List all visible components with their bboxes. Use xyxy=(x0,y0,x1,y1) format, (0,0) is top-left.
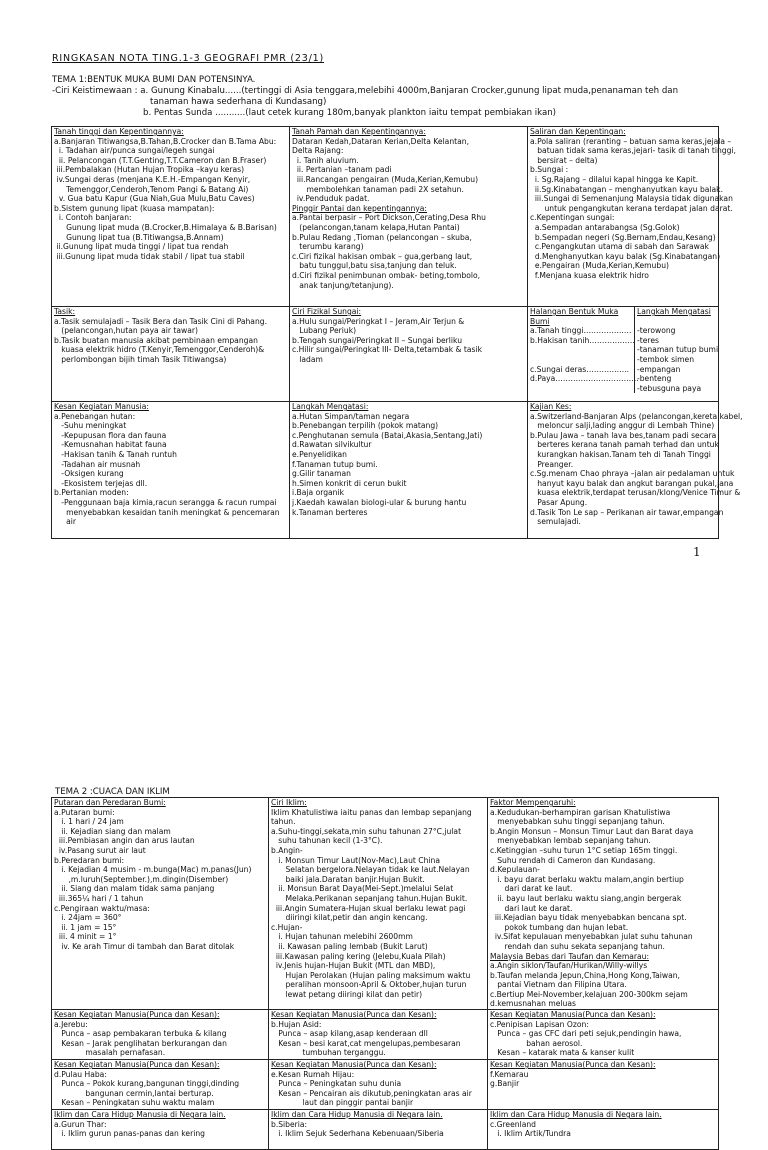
cell-lines xyxy=(490,961,716,1009)
text-line: e.Kesan Rumah Hijau: xyxy=(271,1069,355,1079)
text-line: k.Tanaman berteres xyxy=(292,507,368,517)
text-line: tumbuhan terganggu. xyxy=(271,1048,386,1058)
text-line: c.Bertiup Mei-November,kelajuan 200-300km sejam xyxy=(490,989,688,999)
text-line: iii.Rancangan pengairan (Muda,Kerian,Kemubu) xyxy=(292,174,479,184)
text-line: ladam xyxy=(292,354,323,364)
text-line: i. Iklim Sejuk Sederhana Kebenuaan/Siberia xyxy=(271,1129,444,1139)
text-line: iii.Angin Sumatera-Hujan skual berlaku lewat pagi xyxy=(271,903,466,913)
text-line: a.Suhu-tinggi,sekata,min suhu tahunan 27°C,julat xyxy=(271,826,462,836)
tema2-row-2 xyxy=(52,1010,719,1060)
cell-lines xyxy=(530,411,743,527)
langkah-lines xyxy=(637,317,718,394)
text-line: b.Sempadan negeri (Sg.Bernam,Endau,Kesang) xyxy=(530,232,716,242)
cell-lines xyxy=(54,1120,266,1139)
text-line: a.Angin siklon/Taufan/Hurikan/Willy-willys xyxy=(490,961,648,971)
text-line: f.Kemarau xyxy=(490,1069,529,1079)
text-line: i. Iklim Artik/Tundra xyxy=(490,1129,571,1139)
text-line: b.Penebangan terpilih (pokok matang) xyxy=(292,421,439,431)
text-line: i. Hujan tahunan melebihi 2600mm xyxy=(271,932,413,942)
cell-lines xyxy=(271,1020,485,1058)
text-line: d.Kepulauan- xyxy=(490,865,540,875)
tema1-row-2 xyxy=(52,307,719,402)
text-line: i. Kejadian 4 musim - m.bunga(Mac) m.panas(Jun) xyxy=(54,865,252,875)
cell-heading: Tasik: xyxy=(54,307,76,316)
text-line: dari laut ke darat. xyxy=(490,903,573,913)
text-line: i. Monsun Timur Laut(Nov-Mac),Laut China xyxy=(271,855,440,865)
text-line: menyebabkan kesaidan tanih meningkat & pencemaran xyxy=(54,507,280,517)
text-line: ii. Kawasan paling lembab (Bukit Larut) xyxy=(271,941,428,951)
text-line: Punca – asap pembakaran terbuka & kilang xyxy=(54,1029,227,1039)
cell-siberia xyxy=(269,1110,488,1150)
cell-lines xyxy=(490,808,716,952)
text-line: b.Tasik buatan manusia akibat pembinaan empangan xyxy=(54,335,258,345)
cell-rumah-hijau xyxy=(269,1060,488,1110)
text-line: ii.Gunung lipat muda tinggi / lipat tua rendah xyxy=(54,242,229,252)
text-line: a.Banjaran Titiwangsa,B.Tahan,B.Crocker dan B.Tama Abu: xyxy=(54,136,277,146)
ciri-keistimewaan-line: -Ciri Keistimewaan : a. Gunung Kinabalu......(tertinggi di Asia tenggara,melebihi 4000m,Banjaran Crocker,gunung lipat muda,penanaman teh dan xyxy=(52,86,679,96)
text-line: batuan tidak sama keras,jejari- tasik di tanah tinggi, xyxy=(530,146,736,156)
cell-heading: Putaran dan Peredaran Bumi: xyxy=(54,798,166,807)
tema2-row-1 xyxy=(52,798,719,1010)
text-line: -teres xyxy=(637,335,659,345)
text-line: c.Ciri fizikal hakisan ombak – gua,gerbang laut, xyxy=(292,251,473,261)
text-line: Iklim Khatulistiwa iaitu panas dan lembap sepanjang xyxy=(271,807,472,817)
text-line: bersirat – delta) xyxy=(530,155,598,165)
text-line: -Tadahan air musnah xyxy=(54,459,141,469)
text-line: b.Sungai : xyxy=(530,165,569,175)
text-line: (pelancongan,tanam kelapa,Hutan Pantai) xyxy=(292,222,460,232)
cell-kesan-kegiatan xyxy=(52,402,290,539)
text-line xyxy=(637,317,718,327)
cell-lines xyxy=(54,412,287,527)
tema2-row-3 xyxy=(52,1060,719,1110)
text-line: c.Penghutanan semula (Batai,Akasia,Sentang,Jati) xyxy=(292,430,483,440)
text-line: Kesan – besi karat,cat mengelupas,pembesaran xyxy=(271,1038,461,1048)
text-line: c.Greenland xyxy=(490,1119,536,1129)
text-line: lewat petang diiringi kilat dan petir) xyxy=(271,989,423,999)
text-line: menyebabkan lembab sepanjang tahun. xyxy=(490,836,651,846)
text-line: d.Ciri fizikal penimbunan ombak- beting,tombolo, xyxy=(292,270,481,280)
text-line: b.Sistem gunung lipat (kuasa mampatan): xyxy=(54,203,215,213)
text-line: (pelancongan,hutan paya air tawar) xyxy=(54,326,199,336)
text-line: Lubang Periuk) xyxy=(292,326,357,336)
text-line: b.Hakisan tanih……………… xyxy=(530,335,635,345)
text-line: f.Menjana kuasa elektrik hidro xyxy=(530,270,649,280)
text-line: kurangkan hakisan.Tanam teh di Tanah Tinggi xyxy=(530,449,711,459)
cell-heading: Tanah Pamah dan Kepentingannya: xyxy=(292,127,426,136)
text-line xyxy=(530,345,632,355)
cell-putaran-bumi xyxy=(52,798,269,1010)
text-line: Gunung lipat tua (B.Titiwangsa,B.Annam) xyxy=(54,232,224,242)
cell-halangan xyxy=(528,307,719,402)
langkah-heading: Langkah Mengatasi xyxy=(637,307,711,316)
cell-lines xyxy=(490,1020,716,1058)
text-line: iii.Pembiasan angin dan arus lautan xyxy=(54,836,195,846)
text-line: Punca – Pokok kurang,bangunan tinggi,dinding xyxy=(54,1079,240,1089)
text-line: -tebusguna paya xyxy=(637,383,702,393)
text-line: -Ekosistem terjejas dll. xyxy=(54,478,148,488)
cell-heading: Kesan Kegiatan Manusia(Punca dan Kesan): xyxy=(271,1010,437,1020)
text-line: c.Pengangkutan utama di sabah dan Sarawak xyxy=(530,242,709,252)
cell-lines xyxy=(292,137,525,204)
text-line: i. 1 hari / 24 jam xyxy=(54,817,124,827)
text-line: ii. Kejadian siang dan malam xyxy=(54,826,171,836)
text-line: laut dan pinggir pantai banjir xyxy=(271,1098,414,1108)
cell-lines xyxy=(271,1070,485,1108)
text-line: c.Ketinggian –suhu turun 1°C setiap 165m tinggi. xyxy=(490,845,678,855)
cell-pulau-haba xyxy=(52,1060,269,1110)
text-line: kuasa elektrik,terdapat terusan/klong/Venice Timur & xyxy=(530,488,741,498)
text-line: b.Angin Monsun – Monsun Timur Laut dan Barat daya xyxy=(490,826,694,836)
cell-lines xyxy=(54,317,287,365)
text-line: a.Putaran bumi: xyxy=(54,807,115,817)
text-line: untuk pengangkutan kerana terdapat jalan darat. xyxy=(530,203,733,213)
text-line: Kesan – Jarak penglihatan berkurangan dan xyxy=(54,1038,227,1048)
text-line: iii.Kejadian bayu tidak menyebabkan bencana spt. xyxy=(490,913,687,923)
text-line: air xyxy=(54,517,76,527)
text-line: i. bayu darat berlaku waktu malam,angin bertiup xyxy=(490,874,684,884)
text-line: ii. Monsun Barat Daya(Mei-Sept.)melalui Selat xyxy=(271,884,454,894)
text-line: -terowong xyxy=(637,326,676,336)
tema1-table xyxy=(51,126,743,539)
text-line: iii.Gunung lipat muda tidak stabil / lipat tua stabil xyxy=(54,251,245,261)
text-line: a.Tasik semulajadi – Tasik Bera dan Tasik Cini di Pahang. xyxy=(54,316,267,326)
text-line: kuasa elektrik hidro (T.Kenyir,Temenggor,Cenderoh)& xyxy=(54,345,265,355)
text-line: perlombongan bijih timah Tasik Titiwangsa) xyxy=(54,354,227,364)
text-line: b.Pertanian moden: xyxy=(54,488,129,498)
text-line: b.Pulau Jawa – tanah lava bes,tanam padi secara xyxy=(530,430,717,440)
text-line: iii. 4 minit = 1° xyxy=(54,932,117,942)
cell-heading: Ciri Iklim: xyxy=(271,798,307,807)
text-line: -Oksigen kurang xyxy=(54,469,124,479)
text-line: iv.Penduduk padat. xyxy=(292,194,370,204)
cell-kajian-kes xyxy=(528,402,743,539)
text-line: c.Hujan- xyxy=(271,922,303,932)
text-line: baiki jala.Daratan banjir.Hujan Bukit. xyxy=(271,874,425,884)
cell-heading: Kesan Kegiatan Manusia(Punca dan Kesan): xyxy=(54,1060,220,1070)
cell-lines xyxy=(54,1070,266,1108)
text-line: Preanger. xyxy=(530,459,574,469)
text-line: -tembok simen xyxy=(637,354,695,364)
text-line: -Suhu meningkat xyxy=(54,421,127,431)
cell-tanah-pamah xyxy=(290,127,528,307)
text-line: c.Sg.menam Chao phraya –jalan air pedalaman untuk xyxy=(530,469,735,479)
cell-lines xyxy=(292,213,525,290)
text-line: d.Menghanyutkan kayu balak (Sg.Kinabatangan) xyxy=(530,251,721,261)
text-line: c.Penipisan Lapisan Ozon: xyxy=(490,1019,589,1029)
cell-heading: Iklim dan Cara Hidup Manusia di Negara lain. xyxy=(271,1110,443,1120)
text-line: i.Baja organik xyxy=(292,488,344,498)
text-line xyxy=(530,355,632,365)
text-line: -empangan xyxy=(637,364,681,374)
cell-ozon xyxy=(488,1010,719,1060)
text-line: anak tanjung/tetanjung). xyxy=(292,280,394,290)
text-line: Punca – gas CFC dari peti sejuk,pendingin hawa, xyxy=(490,1029,682,1039)
text-line: Melaka.Perikanan sepanjang tahun.Hujan Bukit. xyxy=(271,893,468,903)
text-line: iv. Ke arah Timur di tambah dan Barat ditolak xyxy=(54,941,235,951)
cell-tasik xyxy=(52,307,290,402)
text-line: Pasar Apung. xyxy=(530,497,588,507)
text-line: i. Sg.Rajang – dilalui kapal hingga ke Kapit. xyxy=(530,174,699,184)
text-line: iii.365¼ hari / 1 tahun xyxy=(54,893,144,903)
cell-jerebu xyxy=(52,1010,269,1060)
cell-greenland xyxy=(488,1110,719,1150)
text-line: iii.Sungai di Semenanjung Malaysia tidak digunakan xyxy=(530,194,733,204)
text-line: f.Tanaman tutup bumi. xyxy=(292,459,378,469)
cell-heading: Saliran dan Kepentingan: xyxy=(530,127,626,136)
document-title: RINGKASAN NOTA TING.1-3 GEOGRAFI PMR (23/1) xyxy=(52,53,324,64)
text-line: i. Contoh banjaran: xyxy=(54,213,132,223)
cell-ciri-fizikal-sungai xyxy=(290,307,528,402)
text-line: dari darat ke laut. xyxy=(490,884,573,894)
text-line: c.Kepentingan sungai: xyxy=(530,213,615,223)
text-line: terumbu karang) xyxy=(292,242,364,252)
text-line: iii.Pembalakan (Hutan Hujan Tropika –kayu keras) xyxy=(54,165,245,175)
text-line: h.Simen konkrit di cerun bukit xyxy=(292,478,407,488)
text-line: bahan aerosol. xyxy=(490,1038,583,1048)
text-line: d.Paya…………………………… xyxy=(530,374,639,384)
halangan-lines xyxy=(530,326,639,384)
text-line: ii. Pelancongan (T.T.Genting,T.T.Cameron dan B.Fraser) xyxy=(54,155,267,165)
text-line: d.Pulau Haba: xyxy=(54,1069,107,1079)
text-line: Dataran Kedah,Dataran Kerian,Delta Kelantan, xyxy=(292,136,470,146)
text-line: ii. 1 jam = 15° xyxy=(54,922,117,932)
cell-heading: Faktor Mempengaruhi: xyxy=(490,798,576,807)
cell-heading: Kajian Kes: xyxy=(530,402,572,411)
text-line: iv.Jenis hujan-Hujan Bukit (MTL dan MBD), xyxy=(271,961,436,971)
text-line: Punca – Peningkatan suhu dunia xyxy=(271,1079,402,1089)
text-line: iv.Sifat kepulauan menyebabkan julat suhu tahunan xyxy=(490,932,693,942)
page-number: 1 xyxy=(693,545,701,559)
text-line: a.Penebangan hutan: xyxy=(54,411,136,421)
cell-lines xyxy=(530,136,736,281)
text-line: -Hakisan tanih & Tanah runtuh xyxy=(54,449,177,459)
cell-langkah-mengatasi xyxy=(290,402,528,539)
text-line: a.Sempadan antarabangsa (Sg.Golok) xyxy=(530,222,680,232)
cell-heading: Kesan Kegiatan Manusia(Punca dan Kesan): xyxy=(271,1060,437,1070)
text-line: meloncur salji,lading anggur di Lembah Thine) xyxy=(530,421,715,431)
text-line: berteres kerana tanah pamah terhad dan untuk xyxy=(530,440,719,450)
text-line: semulajadi. xyxy=(530,517,581,527)
tema2-heading: TEMA 2 :CUACA DAN IKLIM xyxy=(55,787,170,797)
cell-tanah-tinggi xyxy=(52,127,290,307)
text-line: ii. bayu laut berlaku waktu siang,angin bergerak xyxy=(490,893,682,903)
cell-lines xyxy=(490,1070,716,1089)
text-line: Temenggor,Cenderoh,Tenom Pangi & Batang Ai) xyxy=(54,184,249,194)
cell-lines xyxy=(292,317,525,365)
text-line: a.Pantai berpasir – Port Dickson,Cerating,Desa Rhu xyxy=(292,213,486,223)
cell-heading: Ciri Fizikal Sungai: xyxy=(292,307,362,316)
cell-saliran xyxy=(528,127,736,307)
text-line: i. Tanih aluvium. xyxy=(292,155,359,165)
text-line: b.Pulau Redang ,Tioman (pelancongan – skuba, xyxy=(292,232,472,242)
text-line: -tanaman tutup bumi xyxy=(637,345,719,355)
ciri-keistimewaan-line-3: b. Pentas Sunda ...........(laut cetek kurang 180m,banyak plankton iaitu tempat pembiakan ikan) xyxy=(143,108,557,118)
text-line: d.kemusnahan meluas xyxy=(490,999,576,1009)
cell-lines xyxy=(54,137,287,262)
cell-heading: Iklim dan Cara Hidup Manusia di Negara lain. xyxy=(54,1110,226,1120)
text-line: rendah dan suhu sekata sepanjang tahun. xyxy=(490,941,665,951)
text-line: pantai Vietnam dan Filipina Utara. xyxy=(490,980,627,990)
cell-gurun-thar xyxy=(52,1110,269,1150)
cell-kemarau-banjir xyxy=(488,1060,719,1110)
text-line: ii.Sg.Kinabatangan – menghanyutkan kayu balak. xyxy=(530,184,723,194)
cell-hujan-asid xyxy=(269,1010,488,1060)
text-line: g.Gilir tanaman xyxy=(292,469,351,479)
text-line: a.Switzerland-Banjaran Alps (pelancongan,kereta kabel, xyxy=(530,411,743,421)
text-line: b.Siberia: xyxy=(271,1119,308,1129)
text-line: Hujan Perolakan (Hujan paling maksimum waktu xyxy=(271,970,471,980)
text-line: iii.Kawasan paling kering (Jelebu,Kuala Pilah) xyxy=(271,951,446,961)
tema1-row-1 xyxy=(52,127,719,307)
text-line: a.Hutan Simpan/taman negara xyxy=(292,411,410,421)
cell-faktor-mempengaruhi xyxy=(488,798,719,1010)
tema2-row-4 xyxy=(52,1110,719,1150)
text-line: g.Banjir xyxy=(490,1079,520,1089)
cell-heading: Kesan Kegiatan Manusia(Punca dan Kesan): xyxy=(490,1010,656,1020)
text-line: -Kemusnahan habitat fauna xyxy=(54,440,167,450)
text-line: tahun. xyxy=(271,817,296,827)
text-line: v. Gua batu Kapur (Gua Niah,Gua Mulu,Batu Caves) xyxy=(54,194,255,204)
text-line: ii. Siang dan malam tidak sama panjang xyxy=(54,884,215,894)
text-line: c.Pengiraan waktu/masa: xyxy=(54,903,150,913)
text-line: i. Iklim gurun panas-panas dan kering xyxy=(54,1129,205,1139)
text-line: pokok tumbang dan hujan lebat. xyxy=(490,922,629,932)
text-line: e.Pengairan (Muda,Kerian,Kemubu) xyxy=(530,261,669,271)
cell-heading: Iklim dan Cara Hidup Manusia di Negara lain. xyxy=(490,1110,662,1120)
text-line: diiringi kilat,petir dan angin kencang. xyxy=(271,913,428,923)
tema1-row-3 xyxy=(52,402,719,539)
text-line: Kesan – katarak mata & kanser kulit xyxy=(490,1048,635,1058)
tema2-table xyxy=(51,797,719,1150)
cell-lines xyxy=(54,808,266,952)
text-line: menyebabkan suhu tinggi sepanjang tahun. xyxy=(490,817,665,827)
text-line: Gunung lipat muda (B.Crocker,B.Himalaya & B.Barisan) xyxy=(54,222,277,232)
cell-lines xyxy=(292,412,525,518)
cell-heading: Langkah Mengatasi: xyxy=(292,402,369,411)
text-line: Selatan bergelora.Nelayan tidak ke laut.Nelayan xyxy=(271,865,470,875)
text-line: d.Rawatan silvikultur xyxy=(292,440,372,450)
text-line: i. 24jam = 360° xyxy=(54,913,122,923)
text-line: a.Gurun Thar: xyxy=(54,1119,107,1129)
text-line: a.Jerebu: xyxy=(54,1019,88,1029)
text-line: membolehkan tanaman padi 2X setahun. xyxy=(292,184,464,194)
text-line: -Penggunaan baja kimia,racun serangga & racun rumpai xyxy=(54,497,277,507)
text-line: -Kepupusan flora dan fauna xyxy=(54,430,167,440)
cell-heading: Tanah tinggi dan Kepentingannya: xyxy=(54,127,184,136)
text-line: b.Hujan Asid: xyxy=(271,1019,322,1029)
text-line: suhu tahunan kecil (1-3°C). xyxy=(271,836,383,846)
text-line: ii. Pertanian –tanam padi xyxy=(292,165,392,175)
text-line: iv.Pasang surut air laut xyxy=(54,845,146,855)
text-line: peralihan monsoon-April & Oktober,hujan turun xyxy=(271,980,467,990)
cell-heading: Kesan Kegiatan Manusia(Punca dan Kesan): xyxy=(54,1010,220,1020)
text-line: iv.Sungai deras (menjana K.E.H.-Empangan Kenyir, xyxy=(54,174,251,184)
text-line: ,m.luruh(September.),m.dingin(Disember) xyxy=(54,874,229,884)
cell-lines xyxy=(54,1020,266,1058)
text-line: e.Penyelidikan xyxy=(292,449,347,459)
cell-heading: Kesan Kegiatan Manusia(Punca dan Kesan): xyxy=(490,1060,656,1070)
text-line: Punca – asap kilang,asap kenderaan dll xyxy=(271,1029,428,1039)
ciri-keistimewaan-line-2: tanaman hawa sederhana di Kundasang) xyxy=(150,97,327,107)
halangan-heading: Halangan Bentuk Muka Bumi xyxy=(530,307,619,326)
cell-lines xyxy=(490,1120,716,1139)
text-line: a.Tanah tinggi………………. xyxy=(530,326,632,336)
text-line: c.Sungai deras…………….. xyxy=(530,364,630,374)
text-line: Kesan – Peningkatan suhu waktu malam xyxy=(54,1098,215,1108)
text-line: a.Pola saliran (reranting – batuan sama keras,jejala – xyxy=(530,136,732,146)
text-line: j.Kaedah kawalan biologi-ular & burung hantu xyxy=(292,497,467,507)
text-line: a.Hulu sungai/Peringkat I – Jeram,Air Terjun & xyxy=(292,316,465,326)
text-line: c.Hilir sungai/Peringkat III- Delta,tetambak & tasik xyxy=(292,345,482,355)
text-line: a.Kedudukan-berhampiran garisan Khatulistiwa xyxy=(490,807,671,817)
text-line: hanyut kayu balak dan angkut barangan pukal,jana xyxy=(530,478,734,488)
text-line: Delta Rajang: xyxy=(292,146,344,156)
text-line: Kesan – Pencairan ais dikutub,peningkatan aras air xyxy=(271,1088,472,1098)
cell-subheading: Malaysia Bebas dari Taufan dan Kemarau: xyxy=(490,951,650,961)
cell-lines xyxy=(271,808,485,1000)
text-line: b.Taufan melanda Jepun,China,Hong Kong,Taiwan, xyxy=(490,970,680,980)
cell-lines xyxy=(271,1120,485,1139)
text-line: batu tunggul,batu sisa,tanjung dan teluk. xyxy=(292,261,457,271)
text-line: bangunan cermin,lantai berturap. xyxy=(54,1088,214,1098)
text-line: i. Tadahan air/punca sungai/legeh sungai xyxy=(54,146,215,156)
cell-subheading: Pinggir Pantai dan kepentingannya: xyxy=(292,203,427,213)
cell-ciri-iklim xyxy=(269,798,488,1010)
cell-heading: Kesan Kegiatan Manusia: xyxy=(54,402,149,411)
text-line: masalah pernafasan. xyxy=(54,1048,166,1058)
text-line: b.Peredaran bumi: xyxy=(54,855,125,865)
text-line: b.Tengah sungai/Peringkat II – Sungai berliku xyxy=(292,335,463,345)
text-line: b.Angin- xyxy=(271,845,303,855)
text-line: Suhu rendah di Cameron dan Kundasang. xyxy=(490,855,656,865)
tema1-heading: TEMA 1:BENTUK MUKA BUMI DAN POTENSINYA. xyxy=(52,75,256,85)
text-line: -benteng xyxy=(637,374,672,384)
text-line: d.Tasik Ton Le sap – Perikanan air tawar,empangan xyxy=(530,507,724,517)
